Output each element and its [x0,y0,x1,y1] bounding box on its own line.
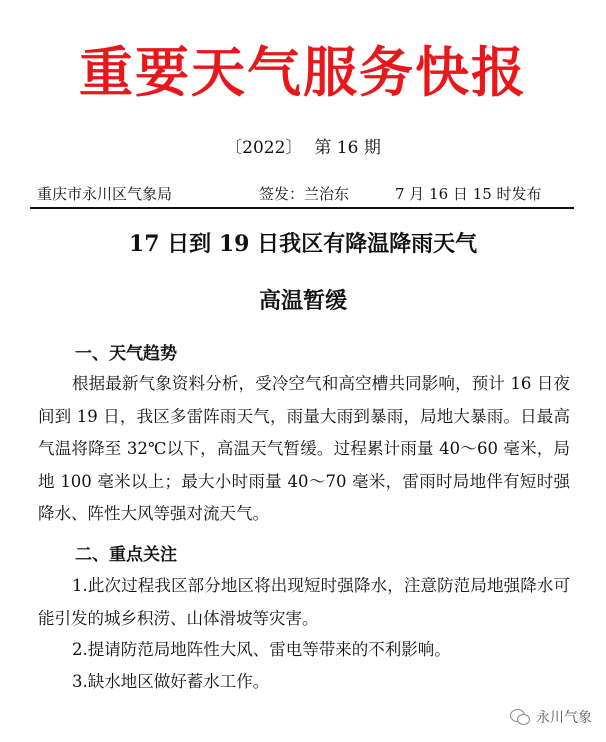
focus-item-1: 1.此次过程我区部分地区将出现短时强降水，注意防范局地强降水可能引发的城乡积涝、山体滑坡等灾害。 [38,576,570,628]
section-heading-trend: 一、天气趋势 [75,344,177,364]
issue-count: 第 16 期 [314,138,381,158]
headline-line-1: 17 日到 19 日我区有降温降雨天气 [128,231,478,257]
source-watermark [510,707,592,727]
masthead-title: 重要天气服务快报 [79,40,527,104]
wechat-icon [510,709,530,725]
publish-date: 7 月 16 日 15 时发布 [395,185,542,203]
header-divider [30,207,574,209]
watermark-text: 永川气象 [536,710,592,726]
publisher-org: 重庆市永川区气象局 [37,185,173,203]
focus-item-3: 3.缺水地区做好蓄水工作。 [72,672,270,691]
signer: 签发：兰治东 [259,185,350,203]
headline-line-2: 高温暂缓 [258,288,347,314]
issue-number [0,137,606,159]
issue-year: 〔2022〕 [225,138,303,158]
section-paragraph-trend: 根据最新气象资料分析，受冷空气和高空槽共同影响，预计 16 日夜间到 19 日，我区多雷阵雨天气，雨量大雨到暴雨，局地大暴雨。日最高气温将降至 32℃以下，高温天气暂缓。过程累计雨量 40～60 毫米，局地 100 毫米以上；最大小时雨量 40～70 毫米，雷雨时局地伴有短时强降水、阵性大风等强对流天气。 [38,374,570,523]
section-heading-focus: 二、重点关注 [75,545,177,565]
focus-item-2: 2.提请防范局地阵性大风、雷电等带来的不利影响。 [72,640,451,659]
